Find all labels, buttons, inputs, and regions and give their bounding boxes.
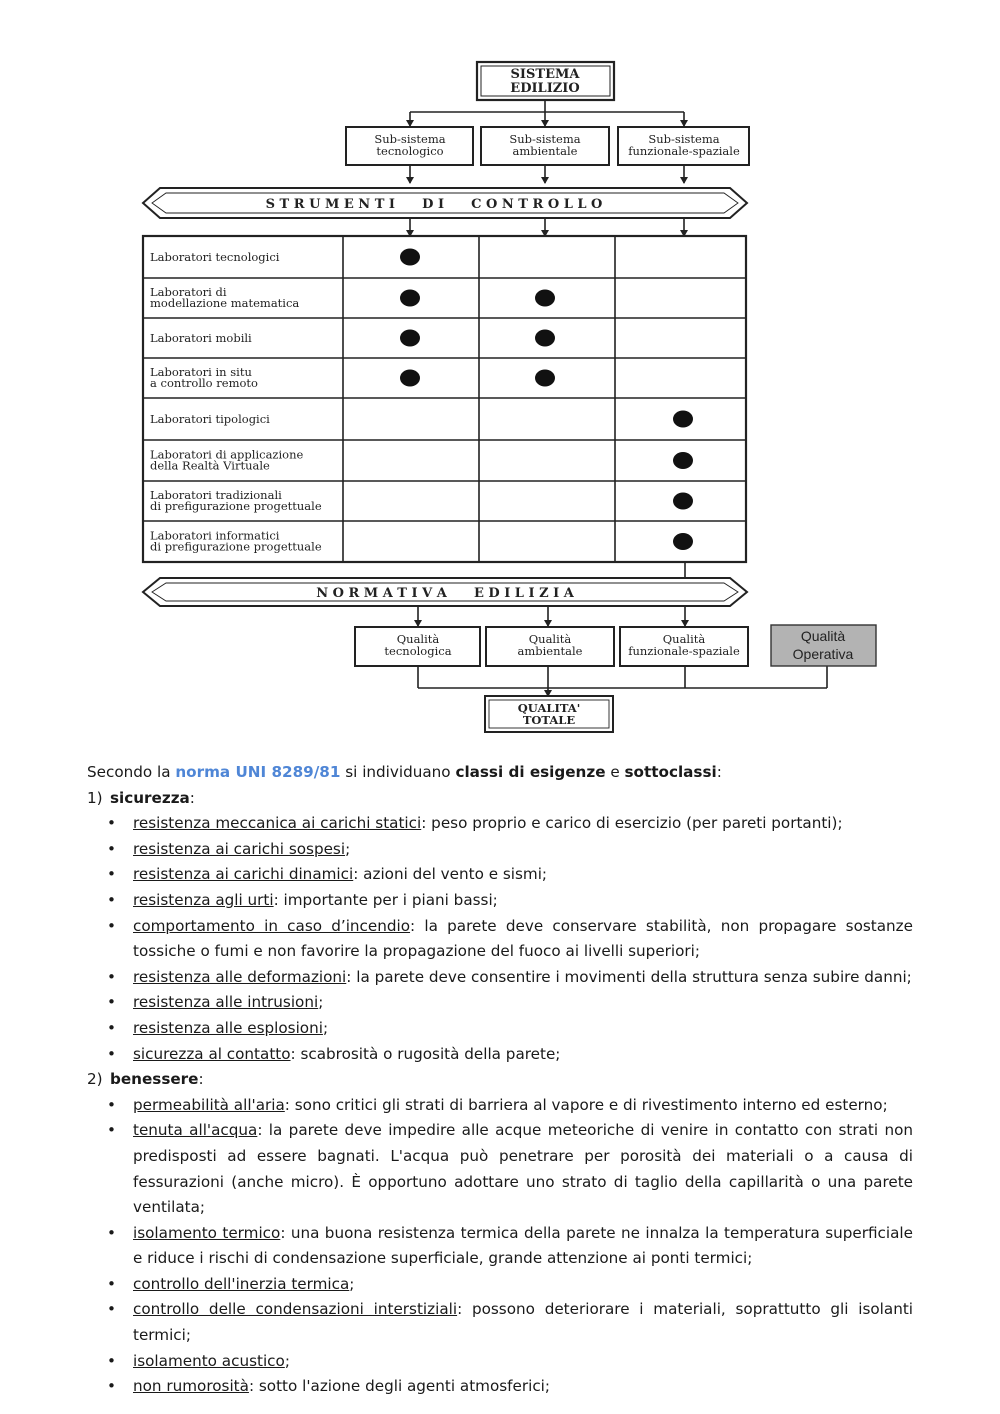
mark-dot xyxy=(673,533,693,550)
requirement-term: non rumorosità xyxy=(133,1377,249,1396)
mark-dot xyxy=(400,290,420,307)
requirement-term: resistenza meccanica ai carichi statici xyxy=(133,814,422,833)
list-item xyxy=(133,888,913,914)
row-label: Laboratori in situ a controllo remoto xyxy=(150,365,258,390)
mark-dot xyxy=(535,290,555,307)
list-item xyxy=(133,811,913,837)
row-label: Laboratori informatici di prefigurazione progettuale xyxy=(150,528,322,554)
list-item xyxy=(133,837,913,863)
intro-paragraph: Secondo la norma UNI 8289/81 si individuano classi di esigenze e sottoclassi: xyxy=(87,763,722,781)
requirement-description: ; xyxy=(349,1274,355,1293)
requirement-description: : importante per i piani bassi; xyxy=(273,890,498,909)
control-tools-table xyxy=(143,236,746,562)
requirement-description: ; xyxy=(318,993,324,1012)
requirement-description: ; xyxy=(345,839,351,858)
mark-dot xyxy=(535,370,555,387)
list-item xyxy=(133,1221,913,1272)
mark-dot xyxy=(400,249,420,266)
mark-dot xyxy=(535,330,555,347)
requirement-description: ; xyxy=(284,1351,290,1370)
requirement-description: : la parete deve consentire i movimenti della struttura senza subire danni; xyxy=(346,967,912,986)
list-item xyxy=(133,914,913,965)
list-item xyxy=(133,965,913,991)
requirement-description: ; xyxy=(322,1018,329,1037)
list-item xyxy=(133,1349,913,1375)
quality-label-funzionale: Qualità funzionale-spaziale xyxy=(628,632,740,658)
list-item xyxy=(133,1297,913,1348)
requirement-description: : sotto l'azione degli agenti atmosferici; xyxy=(248,1377,551,1396)
row-label: Laboratori tradizionali di prefigurazione progettuale xyxy=(150,488,322,513)
requirement-term: isolamento acustico xyxy=(133,1351,285,1370)
requirement-term: controllo delle condensazioni interstiziali xyxy=(133,1300,458,1319)
requirement-term: resistenza agli urti xyxy=(133,890,274,909)
mark-dot xyxy=(673,493,693,510)
list-item xyxy=(133,1118,913,1220)
requirement-term: resistenza ai carichi dinamici xyxy=(133,865,354,884)
class-heading-benessere: 2) benessere: xyxy=(87,1070,204,1089)
requirement-term: resistenza alle deformazioni xyxy=(133,967,347,986)
subsystem-label-funzionale: Sub-sistema funzionale-spaziale xyxy=(628,132,740,158)
requirement-description: : la parete deve impedire alle acque meteoriche di venire in contatto con strati non predisposti ad essere bagnati. L'acqua può penetrare per porosità dei materiali o a causa di fessurazioni (anche micro). È opportuno adottare uno strato di taglio della capillarità o una parete ventilata; xyxy=(133,1121,913,1217)
list-item xyxy=(133,1093,913,1119)
requirement-term: permeabilità all'aria xyxy=(133,1095,285,1114)
norm-reference: norma UNI 8289/81 xyxy=(175,763,341,781)
requirement-term: sicurezza al contatto xyxy=(133,1044,291,1063)
requirement-description: : la parete deve conservare stabilità, non propagare sostanze tossiche o fumi e non favorire la propagazione del fuoco ai livelli superiori; xyxy=(133,916,913,961)
quality-label-ambientale: Qualità ambientale xyxy=(517,632,583,658)
sistema-edilizio-label: SISTEMA EDILIZIO xyxy=(510,67,580,96)
requirement-term: tenuta all'acqua xyxy=(133,1121,258,1140)
quality-label-tecnologica: Qualità tecnologica xyxy=(384,632,452,658)
requirements-text xyxy=(87,760,913,1400)
requirement-description: : possono deteriorare i materiali, soprattutto gli isolanti termici; xyxy=(133,1300,914,1345)
row-label: Laboratori di modellazione matematica xyxy=(150,285,300,310)
strumenti-di-controllo-label: S T R U M E N T I D I C O N T R O L L O xyxy=(265,197,603,212)
list-item xyxy=(133,862,913,888)
normativa-edilizia-label: N O R M A T I V A E D I L I Z I A xyxy=(316,586,574,601)
list-item xyxy=(133,1042,913,1068)
qualita-totale-label: QUALITA' TOTALE xyxy=(517,701,581,727)
list-item xyxy=(133,1374,913,1400)
requirement-description: : scabrosità o rugosità della parete; xyxy=(290,1044,561,1063)
mark-dot xyxy=(400,370,420,387)
table-rows xyxy=(150,249,693,554)
list-item xyxy=(133,1272,913,1298)
mark-dot xyxy=(673,452,693,469)
requirement-description: : sono critici gli strati di barriera al vapore e di rivestimento interno ed esterno; xyxy=(284,1095,888,1114)
row-label: Laboratori di applicazione della Realtà Virtuale xyxy=(150,447,304,473)
requirement-term: controllo dell'inerzia termica xyxy=(133,1274,350,1293)
mark-dot xyxy=(400,330,420,347)
requirement-description: : una buona resistenza termica della parete ne innalza la temperatura superficiale e riduce i rischi di condensazione superficiale, grande attenzione ai ponti termici; xyxy=(133,1223,913,1268)
benessere-list xyxy=(87,1093,913,1400)
quality-label-operativa: Qualità Operativa xyxy=(792,628,854,662)
list-item xyxy=(133,1016,913,1042)
list-item xyxy=(133,990,913,1016)
requirement-term: resistenza alle intrusioni xyxy=(133,993,319,1012)
mark-dot xyxy=(673,411,693,428)
subsystem-label-tecnologico: Sub-sistema tecnologico xyxy=(374,132,446,158)
requirement-term: comportamento in caso d’incendio xyxy=(133,916,411,935)
requirement-term: isolamento termico xyxy=(133,1223,281,1242)
sicurezza-list xyxy=(87,811,913,1067)
row-label: Laboratori mobili xyxy=(150,331,252,345)
requirement-term: resistenza alle esplosioni xyxy=(133,1018,323,1037)
requirement-description: : azioni del vento e sismi; xyxy=(353,865,548,884)
row-label: Laboratori tecnologici xyxy=(150,250,280,264)
requirement-term: resistenza ai carichi sospesi xyxy=(133,839,346,858)
class-heading-sicurezza: 1) sicurezza: xyxy=(87,788,195,807)
requirement-description: : peso proprio e carico di esercizio (per pareti portanti); xyxy=(421,814,843,833)
row-label: Laboratori tipologici xyxy=(150,412,270,426)
subsystem-label-ambientale: Sub-sistema ambientale xyxy=(509,132,581,158)
